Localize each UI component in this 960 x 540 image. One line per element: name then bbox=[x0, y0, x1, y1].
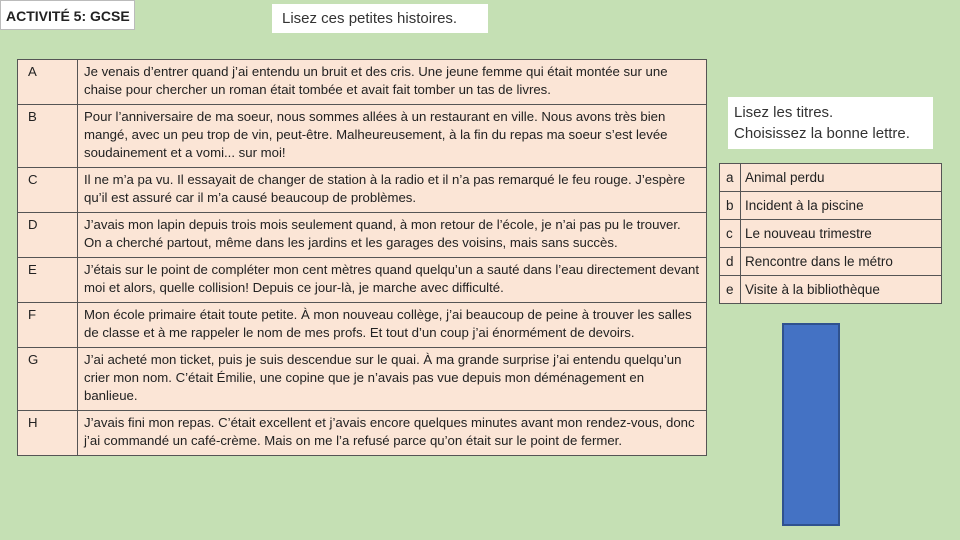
story-row bbox=[18, 60, 707, 105]
activity-title: ACTIVITÉ 5: GCSE bbox=[0, 0, 135, 30]
answer-block bbox=[782, 323, 840, 526]
title-letter: a bbox=[720, 164, 741, 192]
title-text: Le nouveau trimestre bbox=[741, 220, 942, 248]
stories-table bbox=[17, 59, 707, 456]
story-letter: B bbox=[18, 105, 78, 168]
titles-instruction bbox=[728, 97, 933, 149]
stories-instruction: Lisez ces petites histoires. bbox=[272, 4, 488, 33]
titles-instruction-line-1: Lisez les titres. bbox=[734, 104, 834, 121]
titles-instruction-line-2: Choisissez la bonne lettre. bbox=[734, 125, 910, 142]
title-letter: c bbox=[720, 220, 741, 248]
story-text: Mon école primaire était toute petite. À mon nouveau collège, j’ai beaucoup de peine à trouver les salles de classe et à me rappeler le nom de mes profs. Et tout d’un coup j’ai énormément de devoirs. bbox=[78, 303, 707, 348]
story-text: Pour l’anniversaire de ma soeur, nous sommes allées à un restaurant en ville. Nous avons très bien mangé, avec un peu trop de vin, peut-être. Malheureusement, à la fin du repas ma soeur s’est levée soudainement et a vomi... sur moi! bbox=[78, 105, 707, 168]
story-row bbox=[18, 348, 707, 411]
story-letter: F bbox=[18, 303, 78, 348]
titles-table bbox=[719, 163, 942, 304]
story-text: Il ne m’a pa vu. Il essayait de changer de station à la radio et il n’a pas remarqué le feu rouge. J’espère qu’il est assuré car il m’a causé beaucoup de problèmes. bbox=[78, 168, 707, 213]
title-letter: d bbox=[720, 248, 741, 276]
title-text: Rencontre dans le métro bbox=[741, 248, 942, 276]
story-text: J’avais fini mon repas. C’était excellent et j’avais encore quelques minutes avant mon rendez-vous, donc j’ai commandé un café-crème. Mais on me l’a refusé parce qu’on était sur le point de fermer. bbox=[78, 411, 707, 456]
title-text: Visite à la bibliothèque bbox=[741, 276, 942, 304]
title-row bbox=[720, 220, 942, 248]
story-row bbox=[18, 168, 707, 213]
story-row bbox=[18, 213, 707, 258]
story-text: Je venais d’entrer quand j’ai entendu un bruit et des cris. Une jeune femme qui était montée sur une chaise pour chercher un roman était tombée et avait fait tomber un tas de livres. bbox=[78, 60, 707, 105]
story-letter: E bbox=[18, 258, 78, 303]
title-row bbox=[720, 164, 942, 192]
story-text: J’ai acheté mon ticket, puis je suis descendue sur le quai. À ma grande surprise j’ai entendu quelqu’un crier mon nom. C’était Émilie, une copine que je n’avais pas vue depuis mon déménagement en banlieue. bbox=[78, 348, 707, 411]
title-text: Animal perdu bbox=[741, 164, 942, 192]
story-letter: C bbox=[18, 168, 78, 213]
story-letter: G bbox=[18, 348, 78, 411]
title-row bbox=[720, 192, 942, 220]
story-letter: H bbox=[18, 411, 78, 456]
story-text: J’avais mon lapin depuis trois mois seulement quand, à mon retour de l’école, je n’ai pas pu le trouver. On a cherché partout, même dans les jardins et les garages des voisins, mais sans succès. bbox=[78, 213, 707, 258]
story-text: J’étais sur le point de compléter mon cent mètres quand quelqu’un a sauté dans l’eau directement devant moi et alors, quelle collision! Depuis ce jour-là, je marche avec difficulté. bbox=[78, 258, 707, 303]
story-row bbox=[18, 411, 707, 456]
title-row bbox=[720, 276, 942, 304]
title-row bbox=[720, 248, 942, 276]
title-letter: e bbox=[720, 276, 741, 304]
story-row bbox=[18, 303, 707, 348]
story-row bbox=[18, 105, 707, 168]
story-letter: A bbox=[18, 60, 78, 105]
story-letter: D bbox=[18, 213, 78, 258]
title-letter: b bbox=[720, 192, 741, 220]
title-text: Incident à la piscine bbox=[741, 192, 942, 220]
story-row bbox=[18, 258, 707, 303]
